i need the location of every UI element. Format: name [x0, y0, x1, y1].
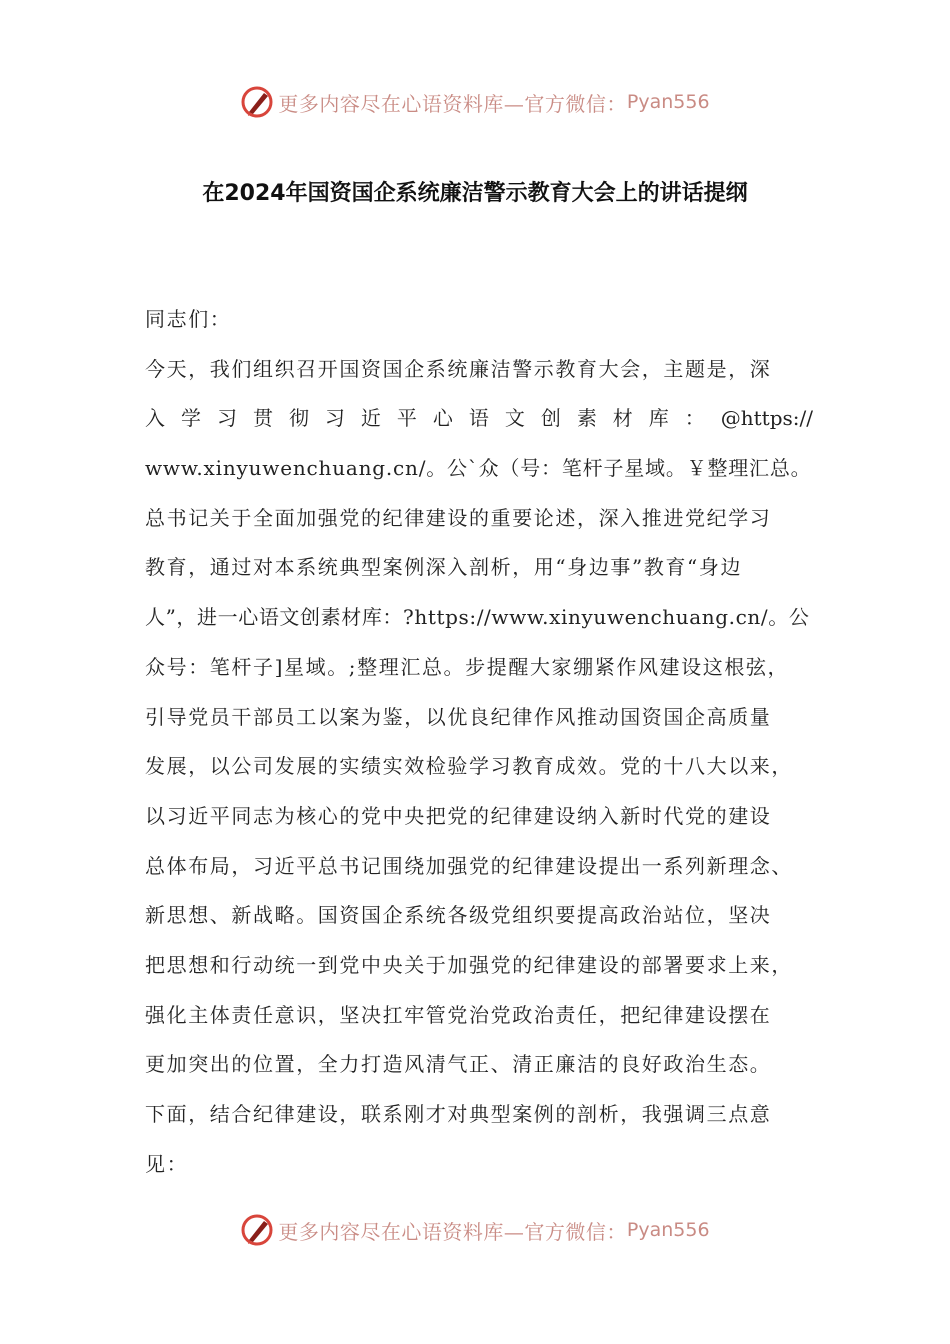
- text-line: 更加突出的位置，全力打造风清气正、清正廉洁的良好政治生态。: [145, 1052, 772, 1077]
- text-line: 把思想和行动统一到党中央关于加强党的纪律建设的部署要求上来，: [145, 952, 793, 977]
- text-line: 今天，我们组织召开国资国企系统廉洁警示教育大会，主题是，深: [145, 356, 772, 381]
- text-line: www.xinyuwenchuang.cn/。公`众（号：笔杆子星域。￥整理汇总。: [145, 456, 812, 481]
- document-title: 在2024年国资国企系统廉洁警示教育大会上的讲话提纲: [202, 181, 748, 206]
- line-char: 学: [180, 406, 201, 431]
- line-char: 库: [648, 406, 669, 431]
- text-line: 见：: [145, 1151, 189, 1176]
- text-line: 总书记关于全面加强党的纪律建设的重要论述，深入推进党纪学习: [145, 505, 772, 530]
- text-line: 强化主体责任意识，坚决扛牢管党治党政治责任，把纪律建设摆在: [145, 1002, 772, 1027]
- text-line: 新思想、新战略。国资国企系统各级党组织要提高政治站位，坚决: [145, 903, 772, 928]
- line-char: 习: [216, 406, 237, 431]
- text-line-justified: [145, 394, 813, 444]
- banner-wechat-id: Pyan556: [626, 1219, 710, 1241]
- pen-logo-icon: [240, 85, 274, 119]
- banner-text: 更多内容尽在心语资料库—: [278, 91, 525, 116]
- line-char: 创: [540, 406, 561, 431]
- text-line: 发展，以公司发展的实绩实效检验学习教育成效。党的十八大以来，: [145, 754, 793, 779]
- banner-wechat-label: 官方微信：: [524, 91, 627, 116]
- text-line: 下面，结合纪律建设，联系刚才对典型案例的剖析，我强调三点意: [145, 1102, 772, 1126]
- text-line: 引导党员干部员工以案为鉴，以优良纪律作风推动国资国企高质量: [145, 704, 772, 729]
- line-char: 平: [396, 406, 417, 431]
- line-url: @https://: [720, 406, 813, 431]
- text-line: 同志们：: [145, 307, 232, 331]
- header-banner: [0, 82, 950, 122]
- text-line: 众号：笔杆子]星域。;整理汇总。步提醒大家绷紧作风建设这根弦，: [145, 654, 790, 679]
- line-char: 心: [432, 406, 453, 431]
- line-char: 语: [468, 406, 489, 431]
- banner-text: 更多内容尽在心语资料库—: [278, 1219, 525, 1244]
- text-line: 人”，进一心语文创素材库：?https://www.xinyuwenchuang.cn/。公: [145, 605, 810, 630]
- line-char: 文: [504, 406, 525, 431]
- text-line: 教育，通过对本系统典型案例深入剖析，用“身边事”教育“身边: [145, 555, 743, 580]
- line-char: 入: [145, 406, 165, 431]
- document-body: [145, 295, 813, 1189]
- line-char: 习: [324, 406, 345, 431]
- banner-wechat-id: Pyan556: [626, 91, 710, 113]
- text-line: 以习近平同志为核心的党中央把党的纪律建设纳入新时代党的建设: [145, 803, 772, 828]
- line-char: 贯: [252, 406, 273, 431]
- line-char: ：: [684, 406, 705, 431]
- pen-logo-icon: [240, 1213, 274, 1247]
- line-char: 材: [612, 406, 633, 431]
- line-char: 彻: [288, 406, 309, 431]
- footer-banner: [0, 1210, 950, 1250]
- banner-wechat-label: 官方微信：: [524, 1219, 627, 1244]
- text-line: 总体布局，习近平总书记围绕加强党的纪律建设提出一系列新理念、: [145, 853, 793, 878]
- line-char: 素: [576, 406, 597, 431]
- line-char: 近: [360, 406, 381, 431]
